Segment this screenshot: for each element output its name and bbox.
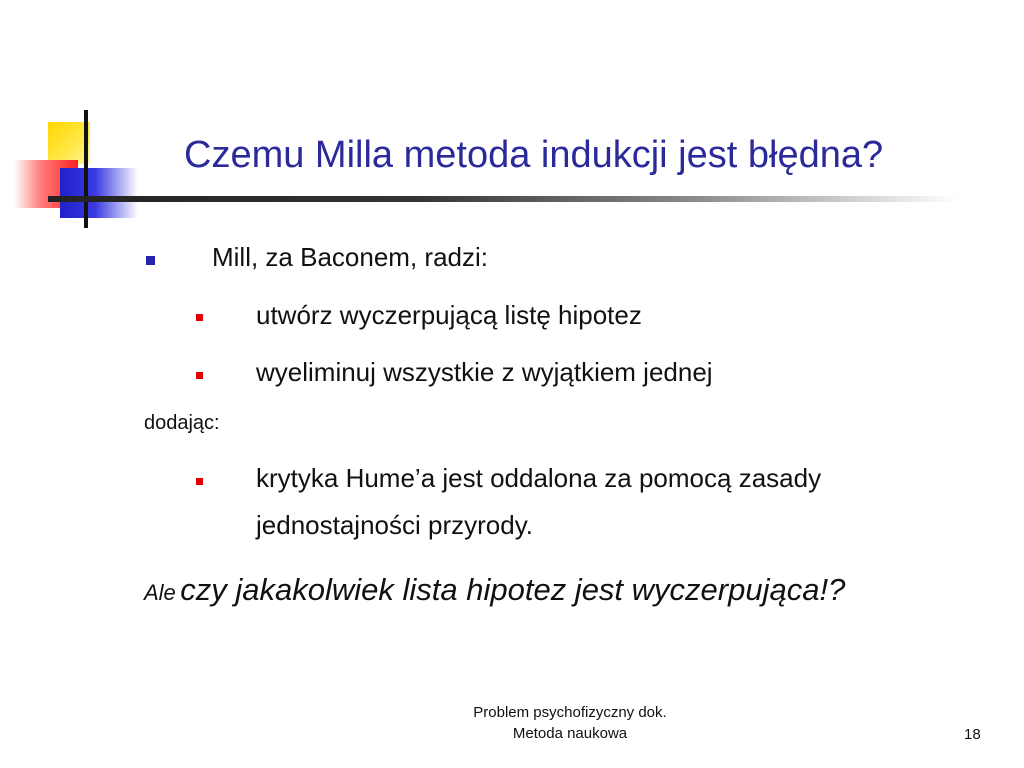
footer-line-2: Metoda naukowa bbox=[512, 725, 628, 742]
sub-bullet-icon bbox=[196, 372, 203, 379]
bullet-icon bbox=[146, 256, 155, 265]
sub-bullet-1: utwórz wyczerpującą listę hipotez bbox=[256, 300, 642, 330]
title-underline bbox=[48, 196, 960, 202]
conclusion bbox=[144, 572, 845, 608]
bullet-main: Mill, za Baconem, radzi: bbox=[212, 242, 488, 272]
sub-bullet-3-line1: krytyka Hume’a jest oddalona za pomocą zasady bbox=[256, 463, 822, 493]
slide-title: Czemu Milla metoda indukcji jest błędna? bbox=[184, 134, 884, 176]
sub-bullet-icon bbox=[196, 314, 203, 321]
sub-bullet-icon bbox=[196, 478, 203, 485]
adding-label: dodając: bbox=[144, 412, 220, 434]
sub-bullet-2: wyeliminuj wszystkie z wyjątkiem jednej bbox=[256, 357, 713, 387]
sub-bullet-3-line2: jednostajności przyrody. bbox=[256, 510, 533, 540]
decor-blue-square bbox=[60, 168, 138, 218]
footer-line-1: Problem psychofizyczny dok. bbox=[473, 704, 667, 721]
conclusion-text: czy jakakolwiek lista hipotez jest wyczerpująca!? bbox=[180, 572, 846, 607]
conclusion-prefix: Ale bbox=[144, 580, 176, 605]
page-number: 18 bbox=[964, 726, 981, 743]
footer bbox=[420, 702, 720, 744]
decor-vertical-line bbox=[84, 110, 88, 228]
